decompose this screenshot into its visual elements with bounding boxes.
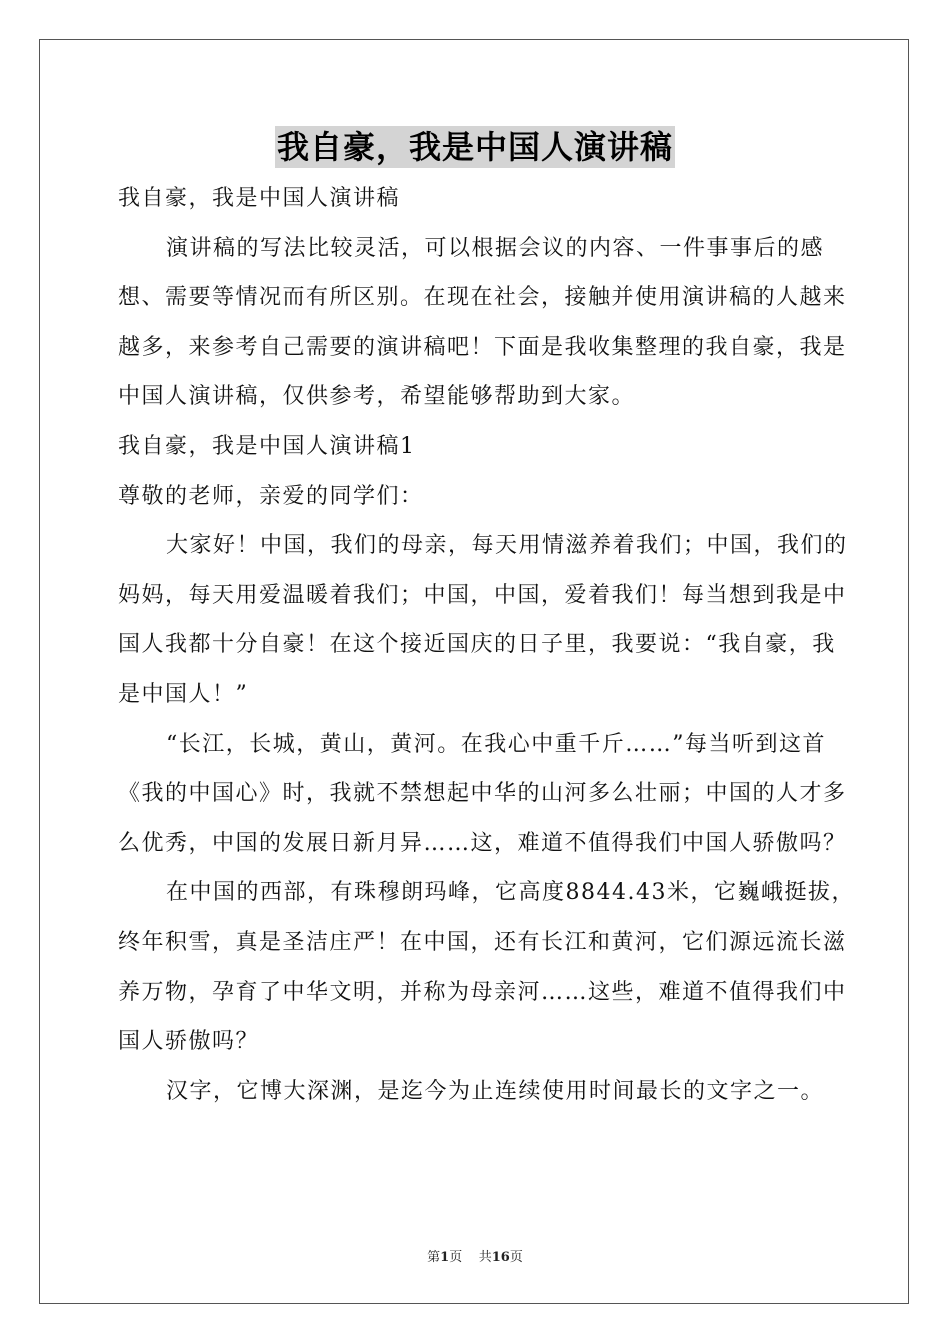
total-suffix: 页 [509,1250,523,1265]
paragraph: 我自豪，我是中国人演讲稿 [118,186,401,211]
title-container [0,126,950,168]
paragraph: 汉字，它博大深渊，是迄今为止连续使用时间最长的文字之一。 [166,1078,825,1104]
page-prefix: 第 [427,1250,441,1265]
paragraph: “长江，长城，黄山，黄河。在我心中重千斤……”每当听到这首《我的中国心》时，我就不禁想起中华的山河多么壮丽；中国的人才多么优秀，中国的发展日新月异……这，难道不值得我们中国人骄傲吗？ [118,731,847,856]
page-number: 1 [440,1250,450,1265]
paragraph: 我自豪，我是中国人演讲稿1 [118,433,416,459]
paragraph: 演讲稿的写法比较灵活，可以根据会议的内容、一件事事后的感想、需要等情况而有所区别。在现在社会，接触并使用演讲稿的人越来越多，来参考自己需要的演讲稿吧！下面是我收集整理的我自豪，我是中国人演讲稿，仅供参考，希望能够帮助到大家。 [118,235,847,410]
document-title: 我自豪，我是中国人演讲稿 [276,128,673,166]
paragraph: 在中国的西部，有珠穆朗玛峰，它高度8844.43米，它巍峨挺拔，终年积雪，真是圣洁庄严！在中国，还有长江和黄河，它们源远流长滋养万物，孕育了中华文明，并称为母亲河……这些，难道不值得我们中国人骄傲吗？ [118,880,855,1055]
page-suffix: 页 [449,1250,463,1265]
page-footer [0,1246,950,1265]
document-body [118,174,858,1116]
paragraph: 尊敬的老师，亲爱的同学们： [118,483,424,509]
total-prefix: 共 [478,1250,492,1265]
total-pages: 16 [491,1250,510,1265]
paragraph: 大家好！中国，我们的母亲，每天用情滋养着我们；中国，我们的妈妈，每天用爱温暖着我们；中国，中国，爱着我们！每当想到我是中国人我都十分自豪！在这个接近国庆的日子里，我要说：“我自豪，我是中国人！” [118,533,848,707]
